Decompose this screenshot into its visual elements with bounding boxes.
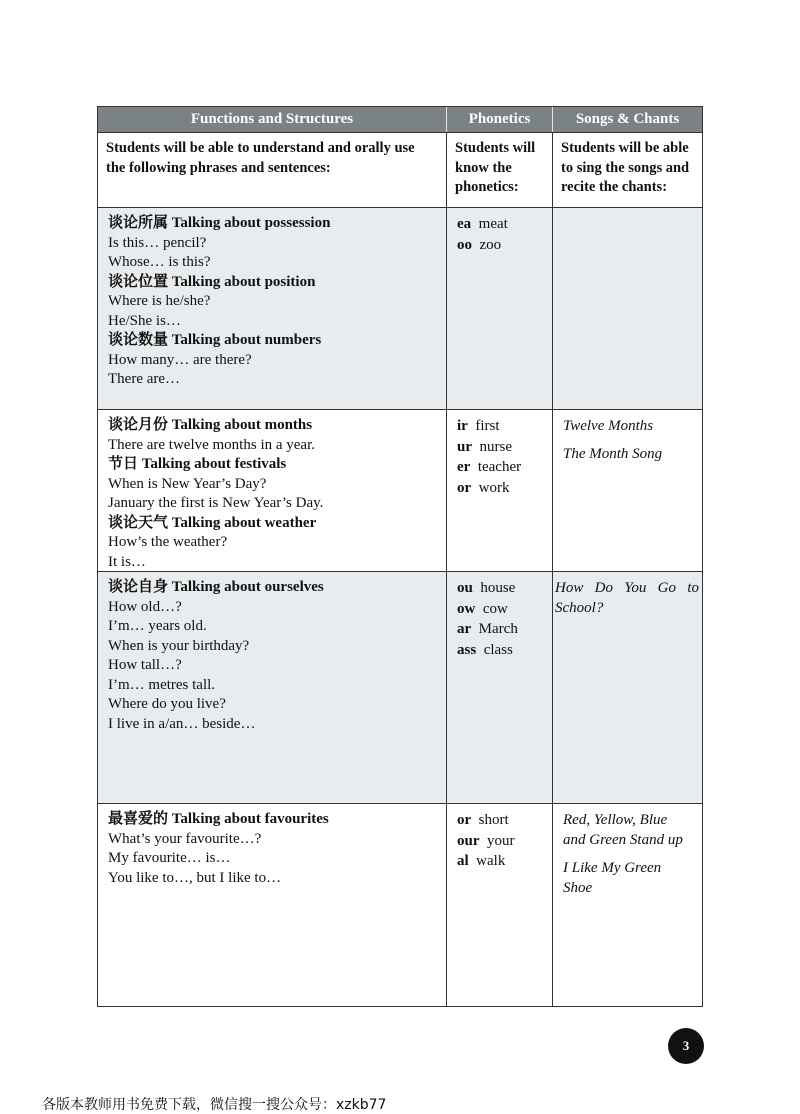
phonetic-sound: er — [457, 459, 471, 475]
phonetic-item — [457, 640, 542, 661]
phonetic-item — [457, 810, 542, 831]
intro-phonetics — [447, 133, 553, 207]
function-sentence: January the first is New Year’s Day. — [108, 495, 324, 511]
phonetic-word: class — [483, 641, 513, 658]
phonetic-sound: ar — [457, 621, 472, 637]
phonetic-word: house — [480, 580, 516, 596]
function-topic: 谈论所属 Talking about possession — [108, 215, 331, 231]
phonetic-sound: ur — [457, 438, 472, 455]
song-title: I Like My Green Shoe — [563, 860, 662, 896]
song-title: How Do You Go to School? — [555, 580, 699, 616]
phonetic-word: walk — [476, 853, 506, 869]
songs-cell — [553, 804, 702, 1006]
function-topic: 节日 Talking about festivals — [108, 456, 287, 472]
curriculum-table — [97, 106, 703, 1007]
intro-row — [98, 133, 702, 208]
phonetics-cell — [447, 410, 553, 571]
intro-functions-line: the following phrases and sentences: — [106, 159, 331, 176]
function-sentence: What’s your favourite…? — [108, 830, 262, 847]
phonetic-word: first — [475, 418, 500, 434]
phonetic-word: cow — [482, 600, 508, 617]
function-topic: 谈论天气 Talking about weather — [108, 514, 317, 531]
table-row — [98, 572, 702, 804]
function-sentence: My favourite… is… — [108, 850, 231, 866]
function-topic: 最喜爱的 Talking about favourites — [108, 811, 329, 827]
songs-cell — [553, 410, 702, 571]
function-sentence: I live in a/an… beside… — [108, 715, 256, 732]
intro-songs-line: to sing the songs and — [561, 159, 690, 176]
phonetic-item — [457, 619, 542, 640]
table-row — [98, 410, 702, 572]
table-header-row — [98, 107, 702, 133]
table-row — [98, 208, 702, 410]
intro-functions-line: Students will be able to understand and orally use — [106, 140, 415, 156]
table-row — [98, 804, 702, 1006]
function-sentence: I’m… years old. — [108, 618, 207, 634]
function-sentence: Where do you live? — [108, 696, 226, 712]
function-sentence: Where is he/she? — [108, 293, 211, 309]
phonetic-item — [457, 578, 542, 599]
phonetics-cell — [447, 572, 553, 803]
phonetic-sound: al — [457, 853, 469, 869]
phonetic-sound: ow — [457, 600, 476, 617]
function-sentence: How many… are there? — [108, 351, 252, 368]
function-sentence: How old…? — [108, 598, 182, 615]
function-sentence: Is this… pencil? — [108, 234, 207, 251]
phonetic-item — [457, 214, 542, 235]
function-sentence: I’m… metres tall. — [108, 676, 216, 693]
song-title: Red, Yellow, Blue and Green Stand up — [563, 812, 683, 848]
intro-songs-line: recite the chants: — [561, 179, 668, 195]
intro-phonetics-line: Students will — [455, 140, 536, 156]
function-topic: 谈论数量 Talking about numbers — [108, 332, 322, 348]
phonetic-word: zoo — [479, 236, 502, 253]
phonetic-item — [457, 851, 542, 872]
function-topic: 谈论自身 Talking about ourselves — [108, 579, 324, 595]
song-title: The Month Song — [563, 446, 663, 462]
intro-phonetics-line: phonetics: — [455, 179, 519, 195]
phonetic-sound: our — [457, 832, 480, 849]
function-sentence: There are twelve months in a year. — [108, 436, 315, 453]
function-sentence: When is your birthday? — [108, 637, 250, 654]
function-sentence: How tall…? — [108, 657, 182, 673]
phonetic-item — [457, 478, 542, 499]
songs-cell — [553, 572, 702, 803]
intro-songs — [553, 133, 702, 207]
phonetic-item — [457, 437, 542, 458]
function-sentence: You like to…, but I like to… — [108, 869, 282, 886]
phonetics-cell — [447, 804, 553, 1006]
header-songs: Songs & Chants — [575, 111, 680, 127]
phonetic-word: nurse — [479, 438, 512, 455]
page-number: 3 — [668, 1028, 704, 1064]
phonetic-word: teacher — [477, 459, 522, 475]
phonetic-sound: ou — [457, 580, 473, 596]
phonetic-word: March — [478, 621, 518, 637]
phonetic-sound: ass — [457, 641, 477, 658]
functions-cell — [98, 208, 447, 409]
function-sentence: It is… — [108, 553, 146, 570]
function-sentence: He/She is… — [108, 312, 181, 329]
phonetic-item — [457, 599, 542, 620]
phonetic-item — [457, 831, 542, 852]
phonetic-item — [457, 416, 542, 437]
phonetic-item — [457, 235, 542, 256]
header-functions: Functions and Structures — [98, 107, 447, 132]
phonetic-word: short — [478, 812, 509, 828]
phonetics-cell — [447, 208, 553, 409]
phonetic-item — [457, 457, 542, 478]
function-topic: 谈论月份 Talking about months — [108, 417, 313, 433]
song-title: Twelve Months — [563, 418, 654, 434]
function-topic: 谈论位置 Talking about position — [108, 273, 316, 290]
header-phonetics: Phonetics — [447, 107, 553, 132]
function-sentence: Whose… is this? — [108, 254, 211, 270]
phonetic-sound: oo — [457, 236, 472, 253]
footer-note: 各版本教师用书免费下载，微信搜一搜公众号：xzkb77 — [42, 1097, 387, 1113]
intro-functions — [98, 133, 447, 207]
function-sentence: There are… — [108, 371, 181, 387]
functions-cell — [98, 410, 447, 571]
phonetic-word: your — [487, 832, 515, 849]
function-sentence: How’s the weather? — [108, 534, 228, 550]
phonetic-sound: ir — [457, 418, 468, 434]
functions-cell — [98, 572, 447, 803]
functions-cell — [98, 804, 447, 1006]
intro-phonetics-line: know the — [455, 159, 512, 176]
function-sentence: When is New Year’s Day? — [108, 475, 267, 492]
phonetic-sound: or — [457, 479, 472, 496]
phonetic-sound: or — [457, 812, 472, 828]
songs-cell — [553, 208, 702, 409]
phonetic-word: work — [478, 479, 510, 496]
phonetic-sound: ea — [457, 216, 472, 232]
phonetic-word: meat — [478, 216, 508, 232]
intro-songs-line: Students will be able — [561, 140, 689, 156]
